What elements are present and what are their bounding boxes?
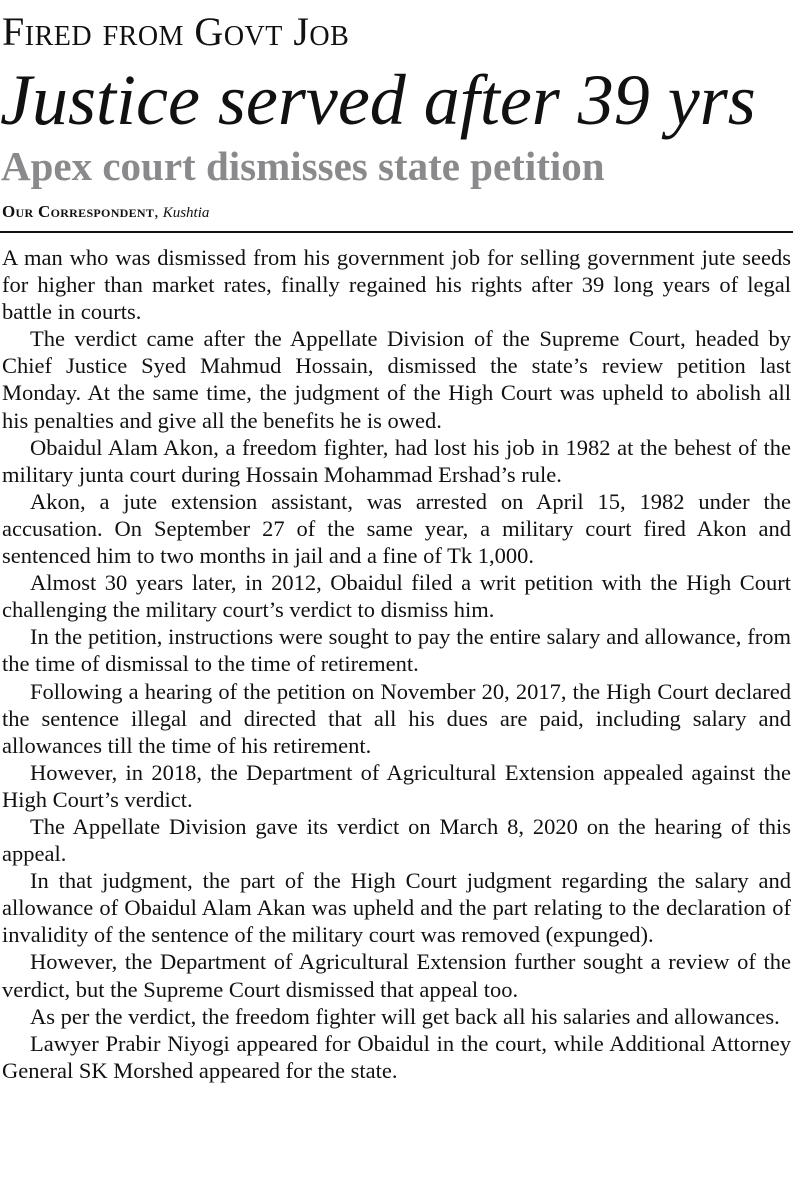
- body-paragraph: However, in 2018, the Department of Agricultural Extension appealed against the High Court’s verdict.: [2, 759, 791, 812]
- byline: [2, 201, 209, 224]
- body-paragraph: In the petition, instructions were sought to pay the entire salary and allowance, from the time of dismissal to the time of retirement.: [2, 624, 791, 677]
- article-subheadline: Apex court dismisses state petition: [1, 143, 605, 189]
- body-paragraph: Following a hearing of the petition on November 20, 2017, the High Court declared the sentence illegal and directed that all his dues are paid, including salary and allowances till the time of his retirement.: [2, 678, 791, 758]
- byline-author: Our Correspondent: [2, 202, 155, 221]
- body-paragraph: However, the Department of Agricultural Extension further sought a review of the verdict, but the Supreme Court dismissed that appeal too.: [2, 949, 791, 1002]
- article-kicker: Fired from Govt Job: [2, 9, 350, 54]
- body-paragraph: Almost 30 years later, in 2012, Obaidul filed a writ petition with the High Court challenging the military court’s verdict to dismiss him.: [2, 570, 791, 623]
- body-paragraph: Lawyer Prabir Niyogi appeared for Obaidul in the court, while Additional Attorney General SK Morshed appeared for the state.: [2, 1030, 791, 1083]
- body-paragraph: The Appellate Division gave its verdict on March 8, 2020 on the hearing of this appeal.: [2, 813, 791, 867]
- body-paragraph: Akon, a jute extension assistant, was arrested on April 15, 1982 under the accusation. On September 27 of the same year, a military court fired Akon and sentenced him to two months in jail and a fine of Tk 1,000.: [2, 488, 791, 569]
- article-body: [2, 244, 791, 1084]
- header-divider: [0, 231, 793, 233]
- body-paragraph: In that judgment, the part of the High Court judgment regarding the salary and allowance of Obaidul Alam Akan was upheld and the part relating to the declaration of invalidity of the sentence of the military court was removed (expunged).: [2, 868, 791, 948]
- byline-location: Kushtia: [162, 205, 210, 221]
- body-paragraph: A man who was dismissed from his government job for selling government jute seeds for higher than market rates, finally regained his rights after 39 long years of legal battle in courts.: [2, 245, 791, 325]
- body-paragraph: As per the verdict, the freedom fighter will get back all his salaries and allowances.: [30, 1003, 780, 1029]
- body-paragraph: Obaidul Alam Akon, a freedom fighter, had lost his job in 1982 at the behest of the military junta court during Hossain Mohammad Ershad’s rule.: [2, 434, 791, 487]
- body-paragraph: The verdict came after the Appellate Division of the Supreme Court, headed by Chief Justice Syed Mahmud Hossain, dismissed the state’s review petition last Monday. At the same time, the judgment of the High Court was upheld to abolish all his penalties and give all the benefits he is owed.: [2, 326, 791, 433]
- article-headline: Justice served after 39 yrs: [0, 60, 756, 140]
- byline-separator: ,: [154, 202, 159, 221]
